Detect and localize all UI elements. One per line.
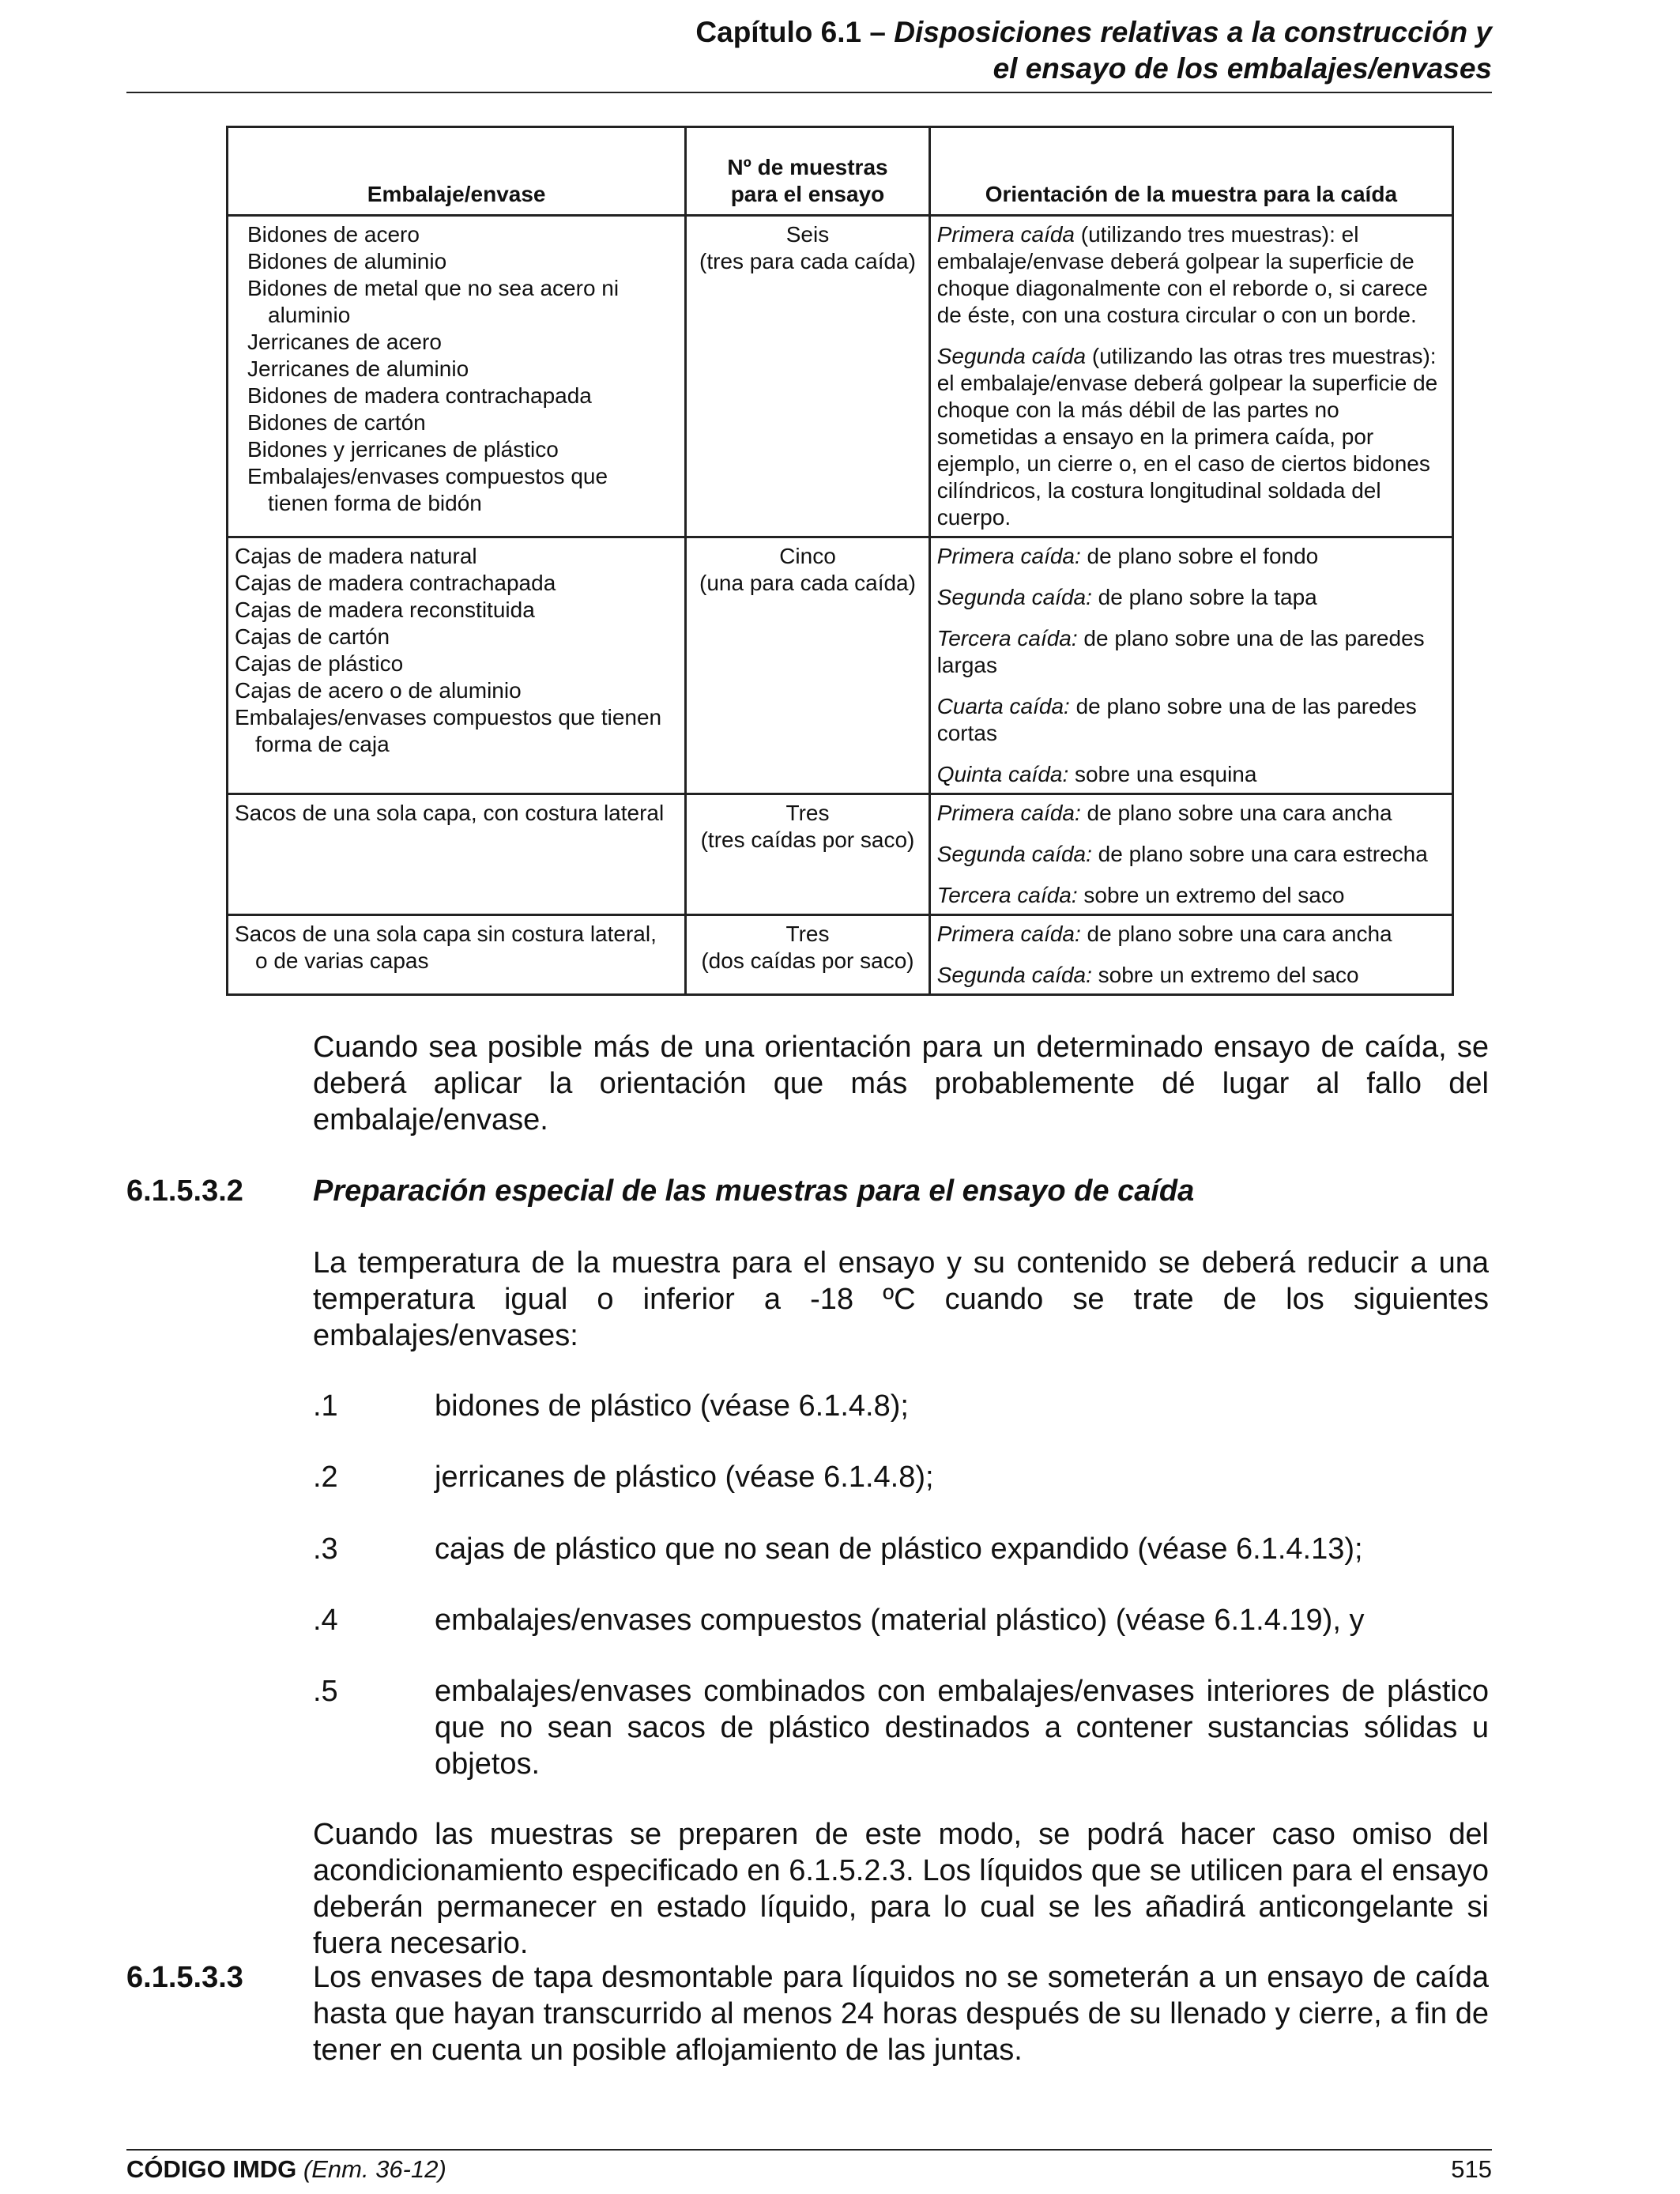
samples-count: Tres	[785, 922, 830, 946]
drop-label: Primera caída	[936, 222, 1075, 247]
section-number: 6.1.5.3.3	[126, 1961, 243, 1994]
drop-text: de plano sobre una de las paredes cortas	[936, 694, 1417, 745]
package-cell	[228, 216, 686, 537]
package-item: Jerricanes de aluminio	[247, 356, 469, 381]
list-item-text: bidones de plástico (véase 6.1.4.8);	[435, 1389, 909, 1423]
package-item: Cajas de madera reconstituida	[235, 598, 535, 622]
drop-entry	[937, 584, 1445, 611]
package-item-continuation: o de varias capas	[255, 948, 429, 973]
package-item: Cajas de cartón	[235, 624, 390, 649]
package-item: Sacos de una sola capa, con costura lateral	[235, 801, 665, 825]
samples-cell	[686, 537, 929, 794]
drop-entry	[937, 921, 1445, 948]
package-item: Bidones de cartón	[247, 410, 426, 435]
column-header-samples-line-1: Nº de muestras	[727, 155, 888, 179]
drop-entry	[937, 543, 1445, 570]
drop-text: de plano sobre una de las paredes largas	[936, 626, 1425, 677]
samples-note: (una para cada caída)	[699, 571, 916, 595]
drop-label: Tercera caída:	[936, 626, 1078, 650]
orientation-cell	[929, 216, 1452, 537]
package-item-continuation: forma de caja	[255, 732, 390, 756]
list-item-number: .3	[313, 1532, 338, 1566]
paragraph-orientation-note: Cuando sea posible más de una orientación para un determinado ensayo de caída, se deberá aplicar la orientación que más probablemente dé lugar al fallo del embalaje/envase.	[313, 1031, 1489, 1137]
package-item: Bidones de metal que no sea acero ni	[247, 276, 620, 300]
section-text: Los envases de tapa desmontable para líquidos no se someterán a un ensayo de caída hasta que hayan transcurrido al menos 24 horas después de su llenado y cierre, a fin de tener en cuenta un posible aflojamiento de las juntas.	[313, 1961, 1489, 2067]
drop-text: sobre un extremo del saco	[1077, 883, 1345, 907]
column-header-samples	[686, 127, 929, 216]
package-item-continuation: aluminio	[268, 303, 351, 327]
section-number: 6.1.5.3.2	[126, 1174, 243, 1208]
chapter-title-line-2: el ensayo de los embalajes/envases	[993, 52, 1492, 85]
drop-text: de plano sobre la tapa	[1091, 585, 1317, 609]
list-item-text: embalajes/envases combinados con embalajes/envases interiores de plástico que no sean sacos de plástico destinados a contener sustancias sólidas u objetos.	[435, 1675, 1489, 1781]
package-item: Jerricanes de acero	[247, 330, 442, 354]
header-rule	[126, 92, 1492, 93]
drop-text: (utilizando tres muestras): el embalaje/envase deberá golpear la superficie de choque diagonalmente con el reborde o, si carece de éste, con una costura circular o con un borde.	[936, 222, 1428, 327]
drop-label: Segunda caída:	[936, 585, 1092, 609]
drop-entry	[937, 693, 1445, 747]
package-item: Bidones y jerricanes de plástico	[247, 437, 559, 462]
package-item: Bidones de acero	[247, 222, 420, 247]
list-item-text: jerricanes de plástico (véase 6.1.4.8);	[435, 1461, 934, 1494]
samples-count: Tres	[785, 801, 830, 825]
header-line-1	[126, 14, 1492, 51]
package-item: Bidones de aluminio	[247, 249, 447, 273]
page-number: 515	[1451, 2155, 1492, 2183]
samples-cell	[686, 915, 929, 995]
table-row	[228, 915, 1453, 995]
samples-count: Cinco	[779, 544, 836, 568]
list-item-text: cajas de plástico que no sean de plástico expandido (véase 6.1.4.13);	[435, 1532, 1363, 1566]
list-item-text: embalajes/envases compuestos (material plástico) (véase 6.1.4.19), y	[435, 1604, 1365, 1637]
drop-label: Primera caída:	[936, 801, 1081, 825]
drop-label: Segunda caída	[936, 344, 1087, 368]
drop-text: sobre una esquina	[1068, 762, 1257, 786]
chapter-title-line-1: Disposiciones relativas a la construcción y	[894, 16, 1492, 48]
amendment: (Enm. 36-12)	[303, 2155, 446, 2183]
column-header-orientation: Orientación de la muestra para la caída	[929, 127, 1452, 216]
orientation-cell	[929, 537, 1452, 794]
samples-count: Seis	[785, 222, 830, 247]
drop-label: Primera caída:	[936, 544, 1081, 568]
list-item-number: .2	[313, 1461, 338, 1494]
drop-entry	[937, 962, 1445, 989]
package-cell	[228, 915, 686, 995]
samples-cell	[686, 216, 929, 537]
drop-label: Segunda caída:	[936, 842, 1092, 866]
drop-entry	[937, 841, 1445, 868]
package-item: Sacos de una sola capa sin costura lateral,	[235, 922, 657, 946]
package-item: Cajas de madera natural	[235, 544, 477, 568]
package-item: Cajas de acero o de aluminio	[235, 678, 522, 703]
list-item-number: .1	[313, 1389, 338, 1423]
drop-text: (utilizando las otras tres muestras): el embalaje/envase deberá golpear la superficie de choque con la más débil de las partes no sometidas a ensayo en la primera caída, por ejemplo, un cierre o, en el caso de ciertos bidones cilíndricos, la costura longitudinal soldada del cuerpo.	[936, 344, 1438, 530]
code-name: CÓDIGO IMDG	[126, 2155, 297, 2183]
drop-entry	[937, 221, 1445, 329]
package-cell	[228, 794, 686, 915]
samples-note: (dos caídas por saco)	[701, 948, 914, 973]
page-header	[126, 14, 1492, 87]
drop-text: de plano sobre el fondo	[1080, 544, 1319, 568]
drop-label: Quinta caída:	[936, 762, 1069, 786]
package-item: Bidones de madera contrachapada	[247, 383, 592, 408]
package-item: Cajas de madera contrachapada	[235, 571, 556, 595]
drop-entry	[937, 343, 1445, 531]
drop-label: Primera caída:	[936, 922, 1081, 946]
package-item: Cajas de plástico	[235, 651, 404, 676]
drop-entry	[937, 625, 1445, 679]
table-header-row	[228, 127, 1453, 216]
drop-label: Tercera caída:	[936, 883, 1078, 907]
samples-note: (tres caídas por saco)	[700, 827, 915, 852]
footer-rule	[126, 2149, 1492, 2151]
orientation-cell	[929, 794, 1452, 915]
footer-code	[126, 2154, 446, 2185]
section-intro: La temperatura de la muestra para el ensayo y su contenido se deberá reducir a una temperatura igual o inferior a -18 ºC cuando se trate de los siguientes embalajes/envases:	[313, 1246, 1489, 1352]
drop-text: de plano sobre una cara estrecha	[1091, 842, 1428, 866]
drop-text: de plano sobre una cara ancha	[1080, 922, 1392, 946]
drop-entry	[937, 761, 1445, 788]
column-header-package: Embalaje/envase	[228, 127, 686, 216]
orientation-cell	[929, 915, 1452, 995]
samples-note: (tres para cada caída)	[699, 249, 916, 273]
package-item: Embalajes/envases compuestos que	[247, 464, 608, 488]
drop-text: de plano sobre una cara ancha	[1080, 801, 1392, 825]
samples-cell	[686, 794, 929, 915]
list-item-number: .5	[313, 1675, 338, 1708]
drop-label: Cuarta caída:	[936, 694, 1070, 718]
package-list	[235, 221, 678, 517]
column-header-samples-line-2: para el ensayo	[730, 182, 885, 206]
table-row	[228, 794, 1453, 915]
table-row	[228, 216, 1453, 537]
drop-label: Segunda caída:	[936, 963, 1092, 987]
chapter-label: Capítulo 6.1 –	[695, 16, 895, 48]
section-title: Preparación especial de las muestras para el ensayo de caída	[313, 1174, 1195, 1208]
drop-entry	[937, 800, 1445, 827]
drop-text: sobre un extremo del saco	[1091, 963, 1359, 987]
package-item-continuation: tienen forma de bidón	[268, 491, 482, 515]
section-closing: Cuando las muestras se preparen de este modo, se podrá hacer caso omiso del acondicionamiento especificado en 6.1.5.2.3. Los líquidos que se utilicen para el ensayo deberán permanecer en estado líquido, para lo cual se les añadirá anticongelante si fuera necesario.	[313, 1818, 1489, 1960]
drop-entry	[937, 882, 1445, 909]
package-cell	[228, 537, 686, 794]
drop-test-table	[226, 126, 1454, 996]
package-item: Embalajes/envases compuestos que tienen	[235, 705, 662, 729]
list-item-number: .4	[313, 1604, 338, 1637]
table-row	[228, 537, 1453, 794]
